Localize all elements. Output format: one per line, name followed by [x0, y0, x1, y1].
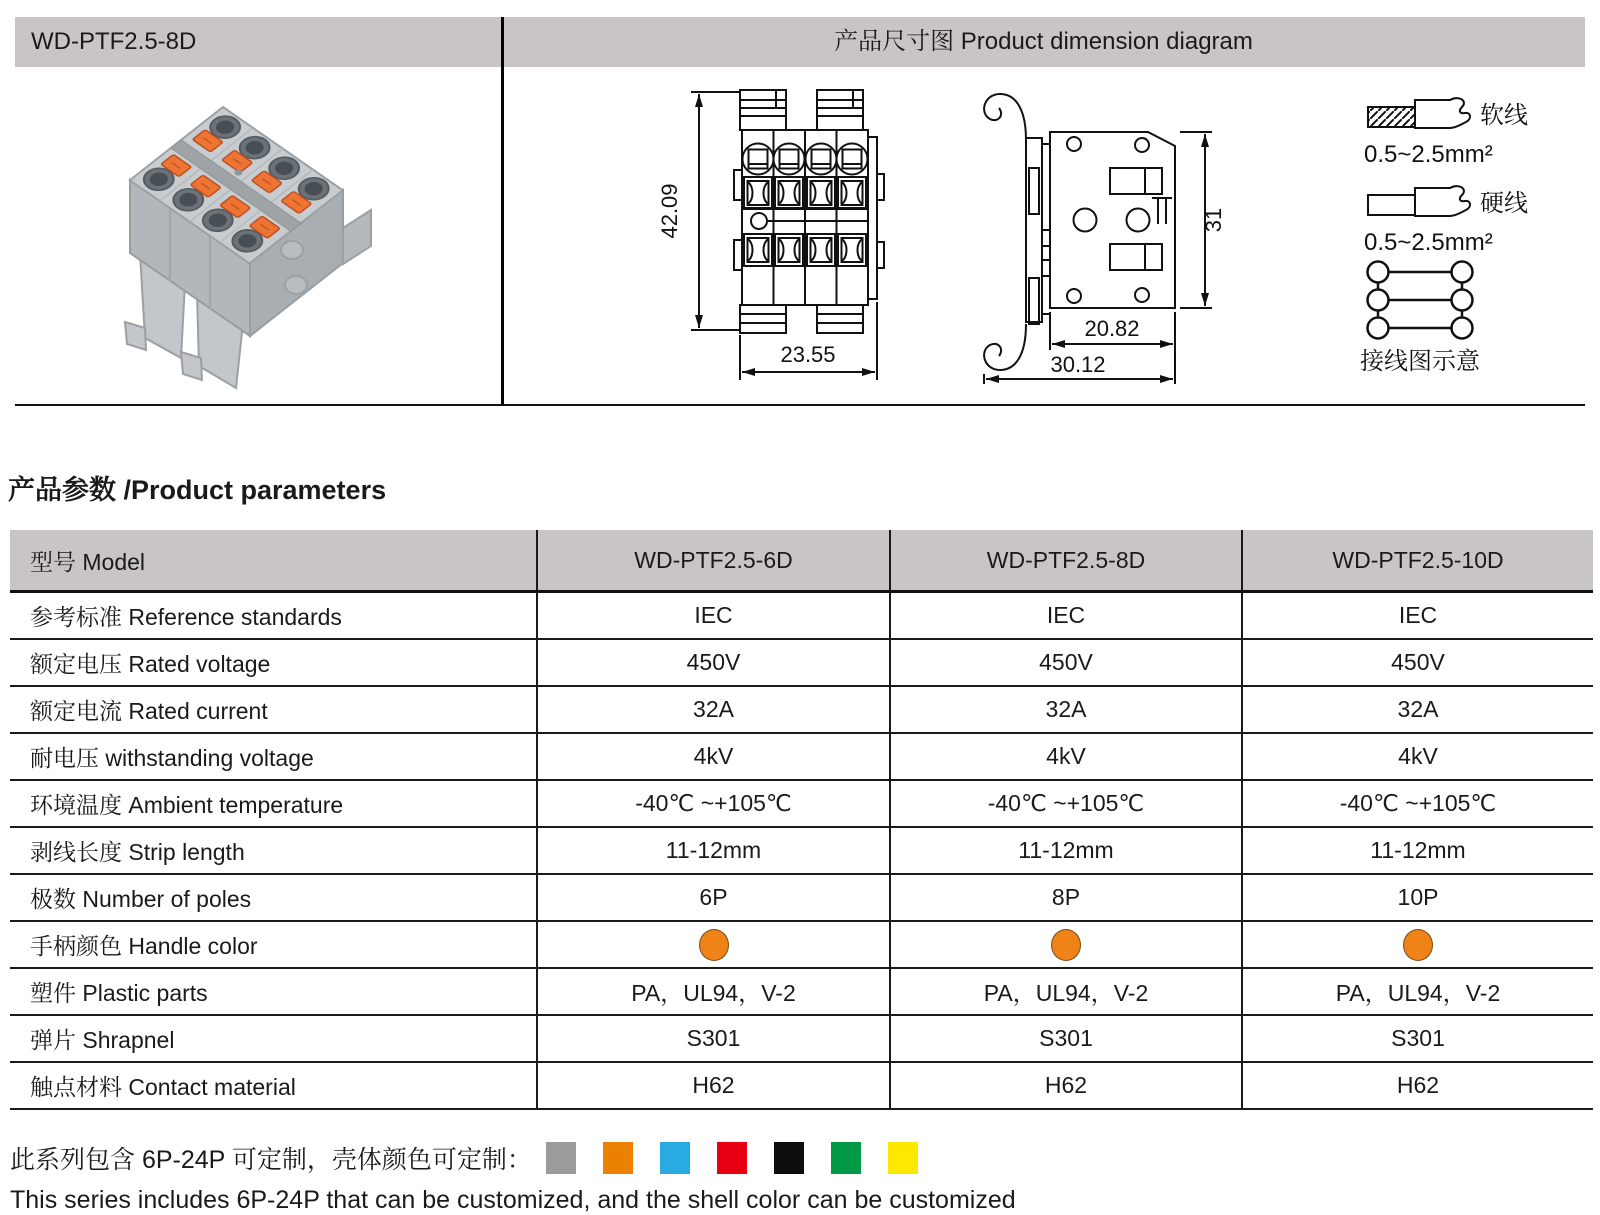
wire-legend: [1330, 95, 1550, 385]
customization-note-zh: [10, 1140, 1600, 1176]
product-photo: [85, 78, 465, 398]
param-cell: 11-12mm: [537, 827, 890, 874]
front-view-drawing: [655, 82, 925, 402]
param-label: 手柄颜色 Handle color: [10, 921, 537, 968]
param-cell: IEC: [890, 592, 1242, 640]
param-cell: S301: [890, 1015, 1242, 1062]
soft-wire-icon: [1368, 98, 1470, 128]
table-row: [10, 686, 1593, 733]
section-bottom-rule: [15, 404, 1585, 406]
param-cell: [537, 921, 890, 968]
param-label: 塑件 Plastic parts: [10, 968, 537, 1015]
customization-note-en: This series includes 6P-24P that can be customized, and the shell color can be customized: [10, 1186, 1016, 1214]
param-label: 额定电压 Rated voltage: [10, 639, 537, 686]
shell-color-swatch-orange: [603, 1142, 633, 1174]
param-label: 参考标准 Reference standards: [10, 592, 537, 640]
parameters-table: [10, 530, 1593, 1110]
param-cell: IEC: [537, 592, 890, 640]
soft-wire-spec: 0.5~2.5mm²: [1364, 141, 1493, 168]
param-cell: H62: [1242, 1062, 1593, 1109]
handle-color-swatch: [699, 929, 729, 961]
param-cell: H62: [537, 1062, 890, 1109]
param-cell: 450V: [1242, 639, 1593, 686]
param-label: 额定电流 Rated current: [10, 686, 537, 733]
hard-wire-spec: 0.5~2.5mm²: [1364, 229, 1493, 256]
soft-wire-label: 软线: [1480, 102, 1528, 129]
param-label: 极数 Number of poles: [10, 874, 537, 921]
model-title: WD-PTF2.5-8D: [15, 17, 502, 67]
shell-color-swatch-gray: [546, 1142, 576, 1174]
vertical-divider: [501, 17, 504, 406]
handle-color-swatch: [1051, 929, 1081, 961]
param-cell: 32A: [537, 686, 890, 733]
dimension-section: [0, 0, 1600, 440]
section-header-bar: [15, 17, 1585, 67]
shell-color-swatch-black: [774, 1142, 804, 1174]
table-row-handle-color: [10, 921, 1593, 968]
table-row: [10, 780, 1593, 827]
param-cell: PA，UL94，V-2: [537, 968, 890, 1015]
table-row: [10, 968, 1593, 1015]
param-cell: 4kV: [1242, 733, 1593, 780]
param-cell: 450V: [537, 639, 890, 686]
param-cell: -40℃ ~+105℃: [537, 780, 890, 827]
param-cell: 11-12mm: [890, 827, 1242, 874]
table-row: [10, 639, 1593, 686]
param-cell: 8P: [890, 874, 1242, 921]
param-cell: 450V: [890, 639, 1242, 686]
parameters-title: 产品参数 /Product parameters: [8, 475, 387, 505]
table-row: [10, 874, 1593, 921]
table-header-row: [10, 530, 1593, 592]
param-cell: PA，UL94，V-2: [1242, 968, 1593, 1015]
shell-color-swatches: [546, 1142, 945, 1174]
param-cell: [1242, 921, 1593, 968]
table-row: [10, 1015, 1593, 1062]
shell-color-swatch-green: [831, 1142, 861, 1174]
table-row: [10, 827, 1593, 874]
shell-color-swatch-yellow: [888, 1142, 918, 1174]
front-width-dim: 23.55: [780, 342, 836, 367]
param-cell: -40℃ ~+105℃: [890, 780, 1242, 827]
param-cell: [890, 921, 1242, 968]
param-label: 耐电压 withstanding voltage: [10, 733, 537, 780]
param-cell: 6P: [537, 874, 890, 921]
customization-note-zh-text: 此系列包含 6P-24P 可定制，壳体颜色可定制：: [10, 1146, 532, 1174]
param-cell: 4kV: [537, 733, 890, 780]
param-label: 触点材料 Contact material: [10, 1062, 537, 1109]
table-row: [10, 592, 1593, 640]
table-row: [10, 733, 1593, 780]
table-row: [10, 1062, 1593, 1109]
side-height-dim: 31: [1201, 207, 1226, 233]
param-cell: -40℃ ~+105℃: [1242, 780, 1593, 827]
param-label: 弹片 Shrapnel: [10, 1015, 537, 1062]
wiring-diagram-caption: 接线图示意: [1360, 348, 1480, 375]
col-header-model: 型号 Model: [10, 530, 537, 592]
col-header-10d: WD-PTF2.5-10D: [1242, 530, 1593, 592]
wiring-diagram-icon: [1368, 262, 1473, 339]
param-cell: 4kV: [890, 733, 1242, 780]
side-view-drawing: [928, 82, 1228, 402]
param-cell: 32A: [890, 686, 1242, 733]
col-header-8d: WD-PTF2.5-8D: [890, 530, 1242, 592]
param-label: 环境温度 Ambient temperature: [10, 780, 537, 827]
diagram-section-title: 产品尺寸图 Product dimension diagram: [502, 17, 1585, 67]
param-label: 剥线长度 Strip length: [10, 827, 537, 874]
param-cell: 32A: [1242, 686, 1593, 733]
param-cell: IEC: [1242, 592, 1593, 640]
shell-color-swatch-red: [717, 1142, 747, 1174]
front-height-dim: 42.09: [657, 183, 682, 239]
side-inner-width-dim: 20.82: [1084, 316, 1140, 341]
param-cell: H62: [890, 1062, 1242, 1109]
shell-color-swatch-blue: [660, 1142, 690, 1174]
side-outer-width-dim: 30.12: [1050, 352, 1106, 377]
param-cell: PA，UL94，V-2: [890, 968, 1242, 1015]
handle-color-swatch: [1403, 929, 1433, 961]
param-cell: 10P: [1242, 874, 1593, 921]
col-header-6d: WD-PTF2.5-6D: [537, 530, 890, 592]
hard-wire-icon: [1368, 186, 1470, 216]
hard-wire-label: 硬线: [1480, 190, 1528, 217]
param-cell: 11-12mm: [1242, 827, 1593, 874]
param-cell: S301: [1242, 1015, 1593, 1062]
param-cell: S301: [537, 1015, 890, 1062]
